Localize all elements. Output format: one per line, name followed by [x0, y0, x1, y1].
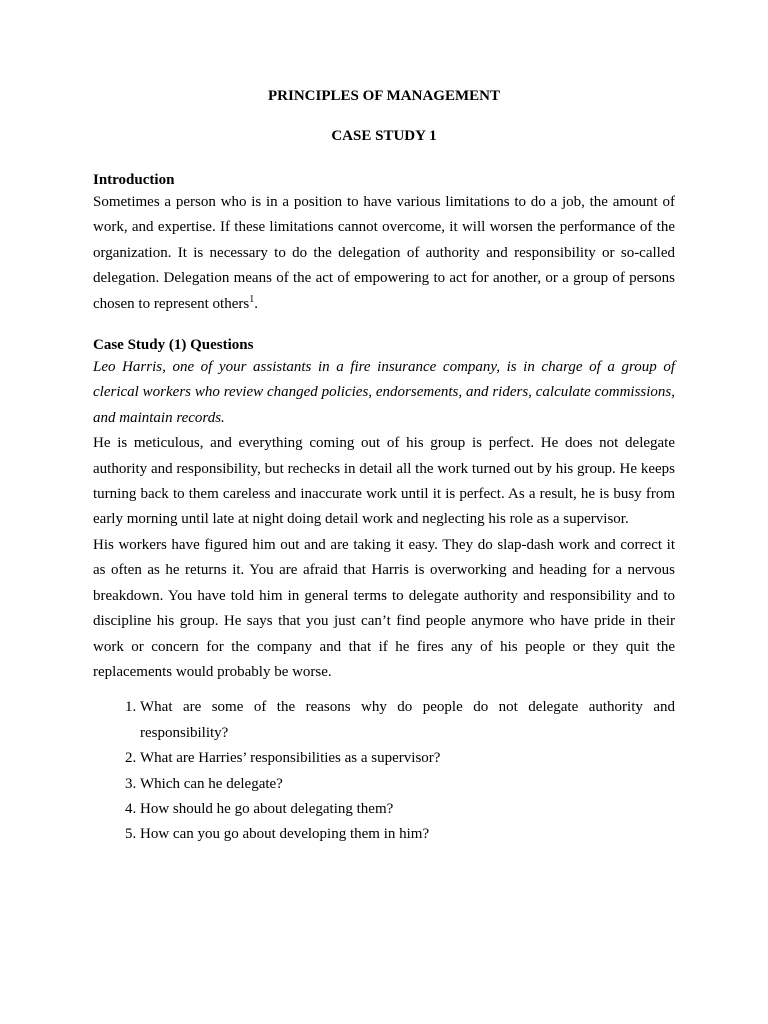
- case-paragraph-3: His workers have figured him out and are taking it easy. They do slap-dash work and correct it as often as he returns it. You are afraid that Harris is overworking and heading for a nervous breakdown. You have told him in general terms to delegate authority and responsibility and to discipline his group. He says that you just can’t find people anymore who have pride in their work or concern for the company and that if he fires any of his people or they quit the replacements would probably be worse.: [93, 536, 675, 680]
- introduction-heading: Introduction: [93, 172, 175, 188]
- introduction-paragraph: [93, 190, 675, 317]
- introduction-text: Sometimes a person who is in a position to have various limitations to do a job, the amount of work, and expertise. If these limitations cannot overcome, it will worsen the performance of the organization. It is necessary to do the delegation of authority and responsibility or so-called delegation. Delegation means of the act of empowering to act for another, or a group of persons chosen to represent others: [93, 194, 675, 312]
- introduction-end: .: [254, 295, 258, 312]
- question-item: 1. What are some of the reasons why do people do not delegate authority and responsibility?: [140, 695, 675, 746]
- case-paragraph-2: He is meticulous, and everything coming out of his group is perfect. He does not delegate authority and responsibility, but rechecks in detail all the work turned out by his group. He keeps turning back to them careless and inaccurate work until it is perfect. As a result, he is busy from early morning until late at night doing detail work and neglecting his role as a supervisor.: [93, 435, 675, 528]
- question-item: 2. What are Harries’ responsibilities as a supervisor?: [140, 746, 675, 771]
- case-description: Leo Harris, one of your assistants in a fire insurance company, is in charge of a group of clerical workers who review changed policies, endorsements, and riders, calculate commissions, and maintain records.: [93, 359, 675, 426]
- questions-heading: Case Study (1) Questions: [93, 337, 254, 354]
- document-subtitle: CASE STUDY 1: [331, 128, 437, 144]
- question-item: 4. How should he go about delegating them?: [140, 797, 675, 822]
- question-item: 5. How can you go about developing them in him?: [140, 822, 675, 847]
- questions-list: [93, 695, 675, 847]
- footnote-marker: 1: [249, 293, 255, 305]
- document-title: PRINCIPLES OF MANAGEMENT: [268, 88, 500, 104]
- question-item: 3. Which can he delegate?: [140, 772, 675, 797]
